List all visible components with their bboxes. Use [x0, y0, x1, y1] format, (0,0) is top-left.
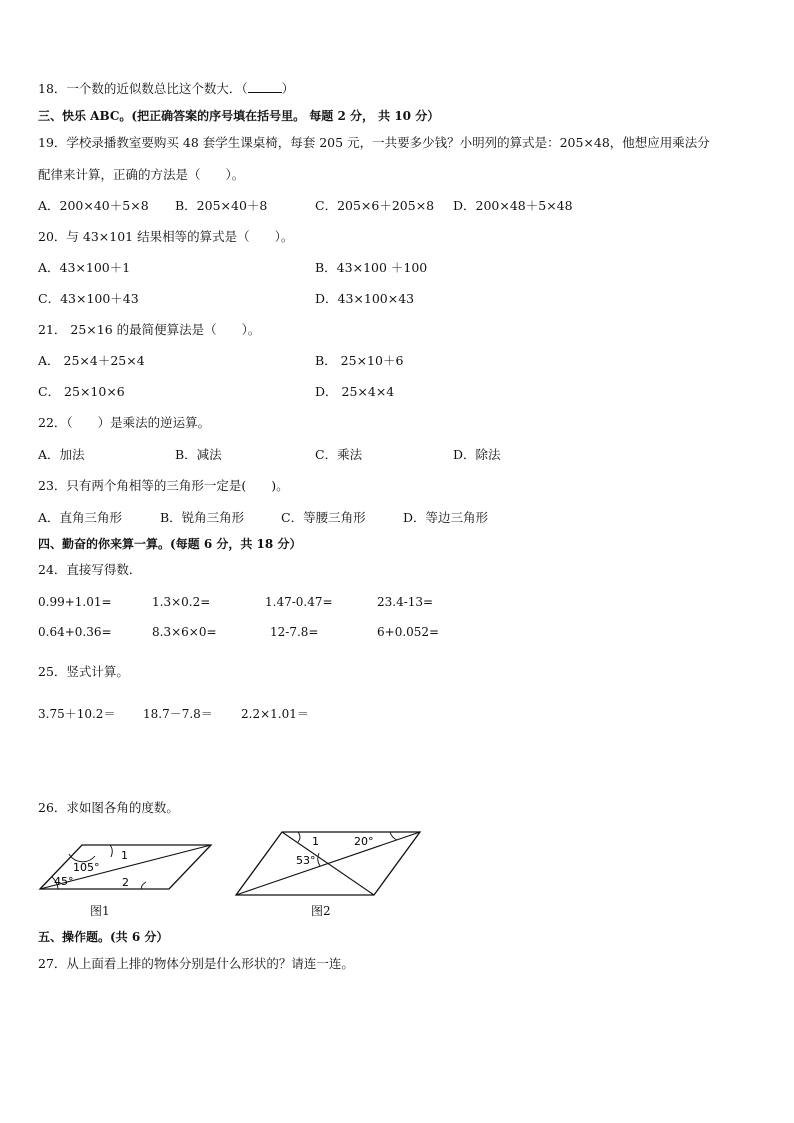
calc-item: 0.99+1.01=: [38, 595, 112, 609]
vertical-calc-item: 3.75＋10.2＝: [38, 707, 116, 721]
question-23-option-a[interactable]: A．直角三角形: [38, 510, 123, 525]
calc-item: 0.64+0.36=: [38, 625, 112, 639]
question-19-line-2: 配律来计算，正确的方法是（ ）。: [38, 167, 245, 182]
calc-item: 1.3×0.2=: [152, 595, 211, 609]
question-20-option-a[interactable]: A．43×100＋1: [38, 260, 131, 275]
angle-1-label: 1: [312, 835, 319, 848]
angle-53-label: 53°: [296, 854, 316, 867]
question-23-stem: 23．只有两个角相等的三角形一定是( )。: [38, 478, 289, 493]
angle-105-label: 105°: [73, 861, 100, 874]
vertical-calc-item: 2.2×1.01＝: [241, 707, 309, 721]
answer-blank[interactable]: [248, 81, 282, 93]
question-27-stem: 27．从上面看上排的物体分别是什么形状的？请连一连。: [38, 956, 354, 971]
question-21-option-a[interactable]: A． 25×4＋25×4: [38, 353, 145, 368]
calc-item: 1.47-0.47=: [265, 595, 333, 609]
question-19-option-d[interactable]: D．200×48＋5×48: [453, 198, 573, 213]
figure-2-parallelogram: [232, 829, 424, 899]
figure-1-parallelogram: [36, 840, 216, 895]
question-22-option-b[interactable]: B．减法: [175, 447, 222, 462]
figure-2-caption: 图2: [311, 904, 331, 918]
question-21-stem: 21． 25×16 的最简便算法是（ ）。: [38, 322, 261, 337]
angle-20-label: 20°: [354, 835, 374, 848]
question-18-close: ）: [281, 81, 295, 96]
calc-item: 8.3×6×0=: [152, 625, 217, 639]
question-23-option-d[interactable]: D．等边三角形: [403, 510, 489, 525]
question-23-option-b[interactable]: B．锐角三角形: [160, 510, 245, 525]
question-19-option-b[interactable]: B．205×40＋8: [175, 198, 268, 213]
question-20-option-c[interactable]: C．43×100＋43: [38, 291, 139, 306]
question-26-stem: 26．求如图各角的度数。: [38, 800, 179, 815]
question-20-option-d[interactable]: D．43×100×43: [315, 291, 415, 306]
angle-45-label: 45°: [54, 875, 74, 888]
section-5-title: 五、操作题。(共 6 分）: [38, 930, 169, 944]
calc-item: 12-7.8=: [270, 625, 319, 639]
question-24-stem: 24．直接写得数．: [38, 562, 142, 577]
question-21-option-c[interactable]: C． 25×10×6: [38, 384, 125, 399]
vertical-calc-item: 18.7－7.8＝: [143, 707, 213, 721]
question-22-option-c[interactable]: C．乘法: [315, 447, 363, 462]
calc-item: 23.4-13=: [377, 595, 434, 609]
section-4-title: 四、勤奋的你来算一算。(每题 6 分，共 18 分）: [38, 537, 302, 551]
angle-1-label: 1: [121, 849, 128, 862]
question-19-line-1: 19．学校录播教室要购买 48 套学生课桌椅，每套 205 元，一共要多少钱？小明列的算式是：205×48，他想应用乘法分: [38, 135, 710, 150]
question-23-option-c[interactable]: C．等腰三角形: [281, 510, 366, 525]
calc-item: 6+0.052=: [377, 625, 440, 639]
question-21-option-d[interactable]: D． 25×4×4: [315, 384, 395, 399]
question-22-option-d[interactable]: D．除法: [453, 447, 501, 462]
question-21-option-b[interactable]: B． 25×10＋6: [315, 353, 404, 368]
question-18: [38, 81, 294, 97]
question-19-option-c[interactable]: C．205×6＋205×8: [315, 198, 435, 213]
question-20-stem: 20．与 43×101 结果相等的算式是（ ）。: [38, 229, 294, 244]
section-3-title: 三、快乐 ABC。(把正确答案的序号填在括号里。 每题 2 分， 共 10 分）: [38, 109, 440, 123]
question-22-stem: 22．（ ）是乘法的逆运算。: [38, 415, 211, 430]
question-19-option-a[interactable]: A．200×40＋5×8: [38, 198, 149, 213]
question-18-text: 18．一个数的近似数总比这个数大．（: [38, 81, 248, 96]
question-22-option-a[interactable]: A．加法: [38, 447, 85, 462]
question-20-option-b[interactable]: B．43×100 ＋100: [315, 260, 428, 275]
angle-2-label: 2: [122, 876, 129, 889]
question-25-stem: 25．竖式计算。: [38, 664, 129, 679]
figure-1-caption: 图1: [90, 904, 110, 918]
